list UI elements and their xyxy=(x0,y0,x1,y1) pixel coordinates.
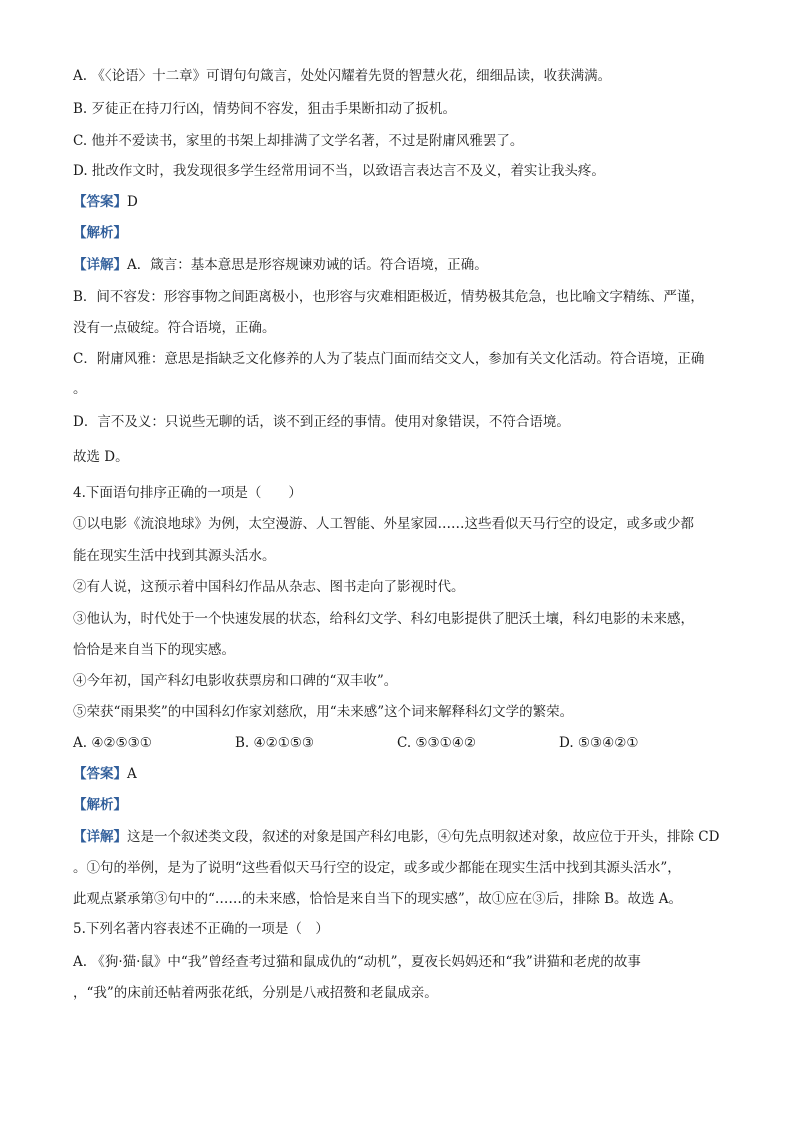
q4-answer-line xyxy=(73,766,733,782)
analysis-tag: 【解析】 xyxy=(73,225,127,241)
answer-tag: 【答案】 xyxy=(73,766,127,782)
q4-sentence-1b: 能在现实生活中找到其源头活水。 xyxy=(73,548,276,564)
q3-detail-line-6: D．言不及义：只说些无聊的话，谈不到正经的事情。使用对象错误，不符合语境。 xyxy=(73,414,570,430)
q4-sentence-1a: ①以电影《流浪地球》为例，太空漫游、人工智能、外星家园……这些看似天马行空的设定，或多或少都 xyxy=(73,516,694,532)
q4-title: 4.下面语句排序正确的一项是（ ） xyxy=(73,485,302,501)
detail-tag: 【详解】 xyxy=(73,257,127,273)
answer-value: A xyxy=(127,766,137,782)
q4-detail-line-1 xyxy=(73,829,733,845)
q4-choice-a: A. ④②⑤③① xyxy=(73,735,152,751)
q4-sentence-5: ⑤荣获“雨果奖”的中国科幻作家刘慈欣，用“未来感”这个词来解释科幻文学的繁荣。 xyxy=(73,704,574,720)
q4-sentence-3b: 恰恰是来自当下的现实感。 xyxy=(73,642,235,658)
q3-option-c: C. 他并不爱读书，家里的书架上却排满了文学名著，不过是附庸风雅罢了。 xyxy=(73,133,524,149)
q5-title: 5.下列名著内容表述不正确的一项是（ ） xyxy=(73,921,329,937)
q3-option-a: A. 《〈论语〉十二章》可谓句句箴言，处处闪耀着先贤的智慧火花，细细品读，收获满满。 xyxy=(73,68,612,84)
q5-option-a-line-2: ，“我”的床前还帖着两张花纸，分别是八戒招赘和老鼠成亲。 xyxy=(73,985,438,1001)
answer-tag: 【答案】 xyxy=(73,194,127,210)
q4-sentence-3a: ③他认为，时代处于一个快速发展的状态，给科幻文学、科幻电影提供了肥沃土壤，科幻电影的未来感， xyxy=(73,611,694,627)
q4-detail-line-3: 此观点紧承第③句中的“……的未来感，恰恰是来自当下的现实感”，故①应在③后，排除 B。故选 A。 xyxy=(73,891,683,907)
q3-detail-line-3: 没有一点破绽。符合语境，正确。 xyxy=(73,320,276,336)
q4-analysis-line xyxy=(73,797,733,813)
q4-choice-d: D. ⑤③④②① xyxy=(559,735,639,751)
analysis-tag: 【解析】 xyxy=(73,797,127,813)
q3-detail-line-5: 。 xyxy=(73,381,87,397)
detail-text: A．箴言：基本意思是形容规谏劝诫的话。符合语境，正确。 xyxy=(127,257,488,273)
q3-option-d: D. 批改作文时，我发现很多学生经常用词不当，以致语言表达言不及义，着实让我头疼。 xyxy=(73,163,605,179)
q3-option-b: B. 歹徒正在持刀行凶，情势间不容发，狙击手果断扣动了扳机。 xyxy=(73,101,457,117)
q3-answer-line xyxy=(73,194,733,210)
q4-detail-line-2: 。①句的举例，是为了说明“这些看似天马行空的设定，或多或少都能在现实生活中找到其源头活水”， xyxy=(73,860,681,876)
q4-choice-c: C. ⑤③①④② xyxy=(397,735,476,751)
q3-detail-line-4: C．附庸风雅：意思是指缺乏文化修养的人为了装点门面而结交文人，参加有关文化活动。符合语境，正确 xyxy=(73,351,705,367)
q4-sentence-2: ②有人说，这预示着中国科幻作品从杂志、图书走向了影视时代。 xyxy=(73,579,465,595)
q3-detail-line-2: B．间不容发：形容事物之间距离极小，也形容与灾难相距极近，情势极其危急，也比喻文字精练、严谨， xyxy=(73,289,704,305)
q3-conclusion: 故选 D。 xyxy=(73,449,129,465)
detail-tag: 【详解】 xyxy=(73,829,127,845)
answer-value: D xyxy=(127,194,138,210)
q5-option-a-line-1: A. 《狗·猫·鼠》中“我”曾经查考过猫和鼠成仇的“动机”，夏夜长妈妈还和“我”讲猫和老虎的故事 xyxy=(73,954,641,970)
q4-sentence-4: ④今年初，国产科幻电影收获票房和口碑的“双丰收”。 xyxy=(73,673,398,689)
q3-detail-line-1 xyxy=(73,257,733,273)
q3-analysis-line xyxy=(73,225,733,241)
q4-choice-b: B. ④②①⑤③ xyxy=(235,735,315,751)
detail-text: 这是一个叙述类文段，叙述的对象是国产科幻电影，④句先点明叙述对象，故应位于开头，排除 CD xyxy=(127,829,720,845)
